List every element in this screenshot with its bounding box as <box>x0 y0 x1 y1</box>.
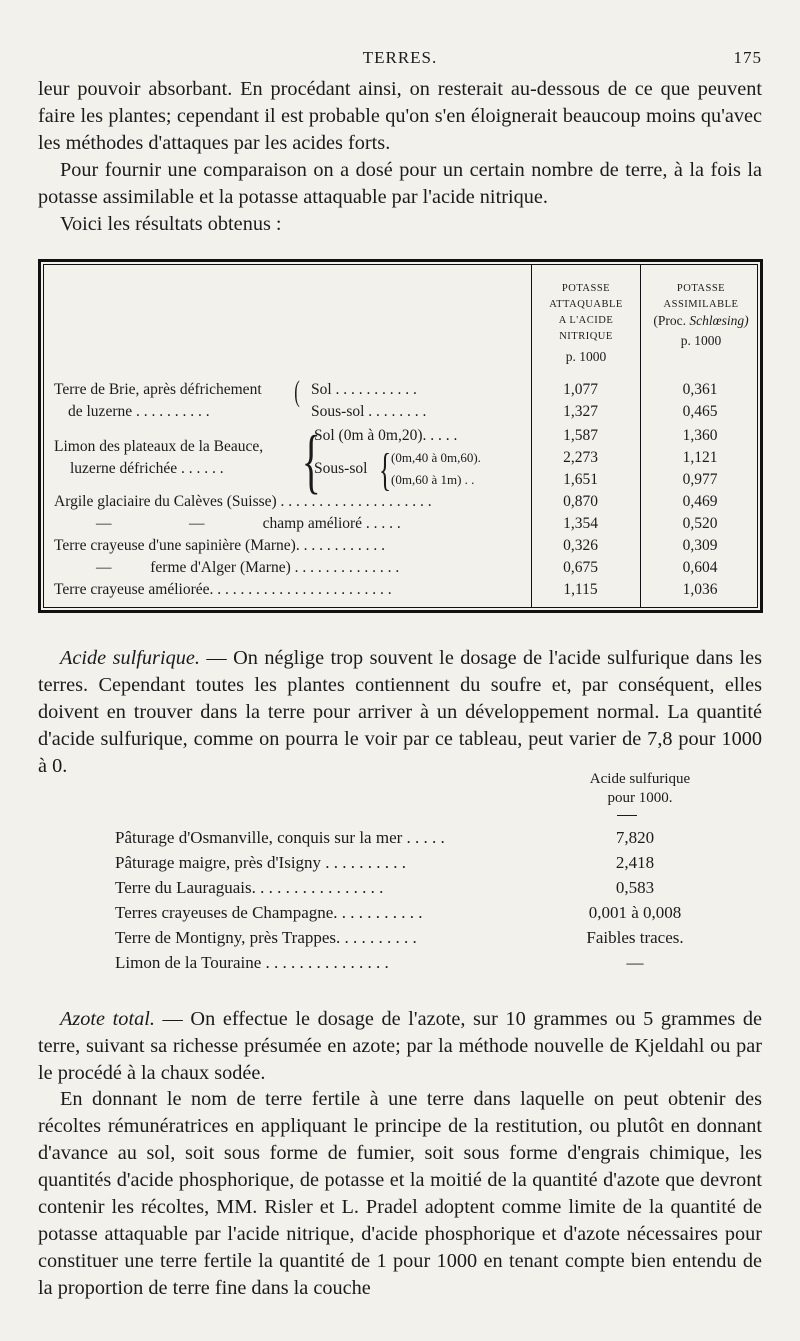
soil-name: Limon de la Touraine . . . . . . . . . . . . . . . <box>115 953 389 972</box>
table-row <box>44 401 765 423</box>
row-sublabel: Sol (0m à 0m,20). . . . . <box>314 427 458 444</box>
value-attaquable: 1,077 <box>563 381 598 398</box>
value-assimilable: 0,361 <box>682 381 718 398</box>
soil-name: Pâturage maigre, près d'Isigny . . . . . . . . . . <box>115 853 407 872</box>
row-sublabel: Sol . . . . . . . . . . . <box>311 381 417 398</box>
col2-line2: ASSIMILABLE <box>663 299 739 310</box>
value-attaquable: 0,326 <box>563 537 598 554</box>
header-rule <box>617 815 637 816</box>
col2-unit: p. 1000 <box>680 333 722 348</box>
sulfuric-value: 7,820 <box>615 828 655 847</box>
value-attaquable: 0,675 <box>563 559 598 576</box>
sulfuric-value: 2,418 <box>615 853 655 872</box>
intro-paragraph-1: leur pouvoir absorbant. En procédant ainsi, on resterait au-dessous de ce que peuvent faire les plantes; cependant il est probable qu'on s'en éloignerait beaucoup moins qu'avec les méthodes d'attaques par les acides forts. <box>38 78 762 154</box>
row-label: Terre crayeuse améliorée. . . . . . . . . . . . . . . . . . . . . . . . <box>54 581 392 598</box>
sulfuric-value: 0,001 à 0,008 <box>588 903 682 922</box>
potash-table-frame <box>43 264 758 608</box>
col1-line2: ATTAQUABLE <box>549 299 623 310</box>
row-label: Terre crayeuse d'une sapinière (Marne). . . . . . . . . . . . <box>54 537 385 554</box>
sulfuric-value: 0,583 <box>615 878 655 897</box>
column-header-attaquable <box>532 281 640 365</box>
soil-name: Terres crayeuses de Champagne. . . . . . . . . . . <box>115 903 423 922</box>
table-row <box>44 491 765 513</box>
row-sublabel: Sous-sol . . . . . . . . <box>311 403 427 420</box>
soil-name: Terre de Montigny, près Trappes. . . . . . . . . . <box>115 928 417 947</box>
table-row <box>44 535 765 557</box>
table-row <box>115 876 715 900</box>
value-attaquable: 2,273 <box>563 449 598 466</box>
row-label: — — champ amélioré . . . . . <box>96 515 401 532</box>
value-assimilable: 0,977 <box>682 471 718 488</box>
col2-line1: POTASSE <box>676 283 726 294</box>
value-assimilable: 0,604 <box>682 559 718 576</box>
value-assimilable: 0,469 <box>682 493 718 510</box>
value-attaquable: 1,327 <box>563 403 598 420</box>
sulfuric-col-head-line2: pour 1000. <box>607 790 673 806</box>
row-depth: (0m,40 à 0m,60). <box>391 450 481 465</box>
page-number: 175 <box>733 48 762 67</box>
value-assimilable: 1,036 <box>682 581 718 598</box>
table-row <box>115 901 715 925</box>
col1-line1: POTASSE <box>561 283 611 294</box>
intro-paragraph-3: Voici les résultats obtenus : <box>60 213 282 235</box>
value-assimilable: 0,309 <box>682 537 718 554</box>
soil-name: Terre du Lauraguais. . . . . . . . . . . . . . . . <box>115 878 384 897</box>
table-row <box>115 926 715 950</box>
table-row <box>44 579 765 601</box>
row-label: Limon des plateaux de la Beauce, <box>54 438 264 455</box>
brace: { <box>378 444 392 495</box>
row-label: Argile glaciaire du Calèves (Suisse) . . . . . . . . . . . . . . . . . . . . <box>54 493 432 510</box>
sulfuric-text: — On néglige trop souvent le dosage de l'acide sulfurique dans les terres. Cependant toutes les plantes contiennent du soufre et, par conséquent, elles doivent en trouver dans la terre pour arriver à un développement normal. La quantité d'acide sulfurique, comme on pourra le voir par ce tableau, peut varier de 7,8 pour 1000 à 0. <box>38 647 762 777</box>
row-label: de luzerne . . . . . . . . . . <box>68 403 210 420</box>
table-row <box>44 425 765 455</box>
column-header-assimilable <box>641 281 761 349</box>
col2-proc-prefix: (Proc. <box>653 313 690 328</box>
brace: { <box>301 421 321 501</box>
azote-text: — On effectue le dosage de l'azote, sur 10 grammes ou 5 grammes de terre, suivant sa richesse présumée en azote; par la méthode nouvelle de Kjeldahl ou par le procédé à la chaux sodée. <box>38 1008 763 1084</box>
row-sublabel: Sous-sol <box>314 460 368 477</box>
row-depth: (0m,60 à 1m) . . <box>391 472 475 487</box>
potash-table <box>38 259 763 613</box>
col2-procedure <box>641 313 761 329</box>
value-assimilable: 0,520 <box>682 515 718 532</box>
table-row <box>115 951 715 975</box>
sulfuric-value: Faibles traces. <box>586 928 684 947</box>
col2-proc-name: Schlœsing) <box>689 313 749 328</box>
table-row <box>44 375 765 408</box>
sulfuric-value: — <box>626 953 644 972</box>
value-assimilable: 0,465 <box>682 403 718 420</box>
value-assimilable: 1,121 <box>682 449 718 466</box>
azote-heading: Azote total. <box>60 1008 155 1030</box>
row-label: — ferme d'Alger (Marne) . . . . . . . . . . . . . . <box>96 559 400 576</box>
soil-name: Pâturage d'Osmanville, conquis sur la mer . . . . . <box>115 828 445 847</box>
running-header <box>0 42 800 66</box>
col1-unit: p. 1000 <box>565 349 607 364</box>
table-row <box>115 851 715 875</box>
azote-paragraph <box>38 1006 762 1087</box>
azote-paragraph-2: En donnant le nom de terre fertile à une terre dans laquelle on peut obtenir des récoltes rémunératrices en appliquant le principe de la restitution, ou plutôt en donnant d'avance au sol, soit sous forme de fumier, soit sous forme d'engrais chimique, les quantités d'acide phosphorique, de potasse et la moitié de la quantité d'azote que devront contenir les récoltes, MM. Risler et L. Pradel adoptent comme limite de la quantité de potasse attaquable par l'acide nitrique, d'acide phosphorique et d'azote nécessaires pour constituer une terre fertile la quantité de 1 pour 1000 en tenant compte bien entendu de la proportion de terre fine dans la couche <box>38 1088 762 1299</box>
value-attaquable: 1,115 <box>563 581 598 598</box>
intro-paragraph-2: Pour fournir une comparaison on a dosé pour un certain nombre de terre, à la fois la potasse assimilable et la potasse attaquable par l'acide nitrique. <box>38 159 762 208</box>
value-assimilable: 1,360 <box>682 427 718 444</box>
value-attaquable: 1,354 <box>563 515 598 532</box>
table-row <box>44 469 765 491</box>
table-row <box>115 826 715 850</box>
running-title: TERRES. <box>362 48 438 67</box>
value-attaquable: 1,587 <box>563 427 598 444</box>
sulfuric-col-head-line1: Acide sulfurique <box>589 771 691 787</box>
sulfuric-heading: Acide sulfurique. <box>60 647 200 669</box>
table-row <box>44 513 765 535</box>
col1-line3: A L'ACIDE NITRIQUE <box>558 315 614 342</box>
sulfuric-column-header <box>560 770 720 808</box>
table-row <box>44 557 765 579</box>
row-label: luzerne défrichée . . . . . . <box>70 460 224 477</box>
row-label: Terre de Brie, après défrichement <box>54 381 262 398</box>
value-attaquable: 1,651 <box>563 471 598 488</box>
sulfuric-paragraph <box>38 645 762 780</box>
value-attaquable: 0,870 <box>563 493 598 510</box>
brace: ( <box>294 375 300 408</box>
